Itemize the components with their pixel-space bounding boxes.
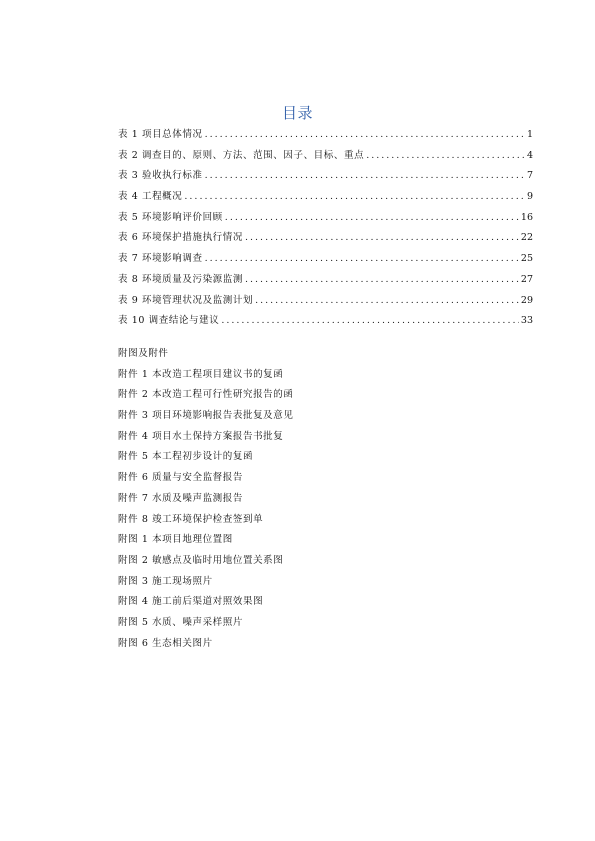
toc-entry — [118, 166, 533, 187]
page-title: 目录 — [281, 104, 313, 122]
toc-entry-page: 27 — [520, 273, 533, 285]
appendix-item: 附图 3 施工现场照片 — [118, 575, 213, 587]
toc-leader-dots — [245, 228, 519, 249]
toc-leader-dots — [184, 187, 525, 208]
toc-entry-label: 表 8 环境质量及污染源监测 — [118, 273, 243, 285]
toc-entry — [118, 270, 533, 291]
toc-entry — [118, 146, 533, 167]
toc-entry-page: 7 — [526, 170, 533, 182]
appendix-section — [118, 344, 518, 654]
toc-entry-label: 表 4 工程概况 — [118, 191, 183, 203]
appendix-item: 附图 5 水质、噪声采样照片 — [118, 616, 243, 628]
toc-entry — [118, 208, 533, 229]
appendix-item: 附件 5 本工程初步设计的复函 — [118, 451, 254, 463]
appendix-item: 附件 2 本改造工程可行性研究报告的函 — [118, 389, 294, 401]
toc-entry — [118, 125, 533, 146]
table-of-contents — [118, 125, 533, 332]
appendix-item: 附件 3 项目环境影响报告表批复及意见 — [118, 410, 294, 422]
appendix-item: 附图 2 敏感点及临时用地位置关系图 — [118, 554, 284, 566]
toc-entry-page: 1 — [526, 129, 533, 140]
appendix-item: 附件 1 本改造工程项目建议书的复函 — [118, 368, 284, 380]
toc-leader-dots — [245, 270, 519, 291]
appendix-item: 附件 6 质量与安全监督报告 — [118, 472, 243, 484]
toc-leader-dots — [255, 291, 519, 312]
toc-entry-label: 表 2 调查目的、原则、方法、范围、因子、目标、重点 — [118, 149, 365, 161]
toc-entry-label: 表 10 调查结论与建议 — [118, 315, 220, 327]
toc-leader-dots — [221, 311, 519, 332]
appendix-item: 附图 1 本项目地理位置图 — [118, 534, 233, 546]
appendix-item: 附件 7 水质及噪声监测报告 — [118, 492, 243, 504]
appendix-item: 附件 4 项目水土保持方案报告书批复 — [118, 430, 284, 442]
toc-entry-page: 29 — [520, 294, 533, 306]
toc-entry-page: 25 — [520, 253, 533, 265]
toc-entry-page: 9 — [526, 191, 533, 203]
toc-leader-dots — [225, 208, 519, 229]
toc-entry-label: 表 6 环境保护措施执行情况 — [118, 232, 243, 244]
toc-entry-label: 表 1 项目总体情况 — [118, 129, 203, 140]
toc-entry-label: 表 3 验收执行标准 — [118, 170, 203, 182]
toc-leader-dots — [205, 125, 525, 146]
appendix-heading: 附图及附件 — [118, 348, 169, 359]
toc-entry — [118, 311, 533, 332]
toc-entry-page: 33 — [520, 315, 533, 327]
appendix-list — [118, 365, 518, 655]
toc-entry — [118, 249, 533, 270]
toc-entry-page: 16 — [520, 211, 533, 223]
toc-entry-label: 表 5 环境影响评价回顾 — [118, 211, 223, 223]
toc-entry — [118, 291, 533, 312]
appendix-item: 附图 4 施工前后渠道对照效果图 — [118, 596, 264, 608]
toc-entry-label: 表 7 环境影响调查 — [118, 253, 203, 265]
toc-leader-dots — [205, 166, 525, 187]
toc-entry — [118, 187, 533, 208]
toc-entry-page: 4 — [526, 149, 533, 161]
appendix-item: 附图 6 生态相关图片 — [118, 637, 213, 649]
toc-entry-label: 表 9 环境管理状况及监测计划 — [118, 294, 254, 306]
toc-leader-dots — [205, 249, 519, 270]
toc-entry-page: 22 — [520, 232, 533, 244]
toc-entry — [118, 228, 533, 249]
appendix-item: 附件 8 竣工环境保护检查签到单 — [118, 513, 264, 525]
toc-leader-dots — [366, 146, 525, 167]
